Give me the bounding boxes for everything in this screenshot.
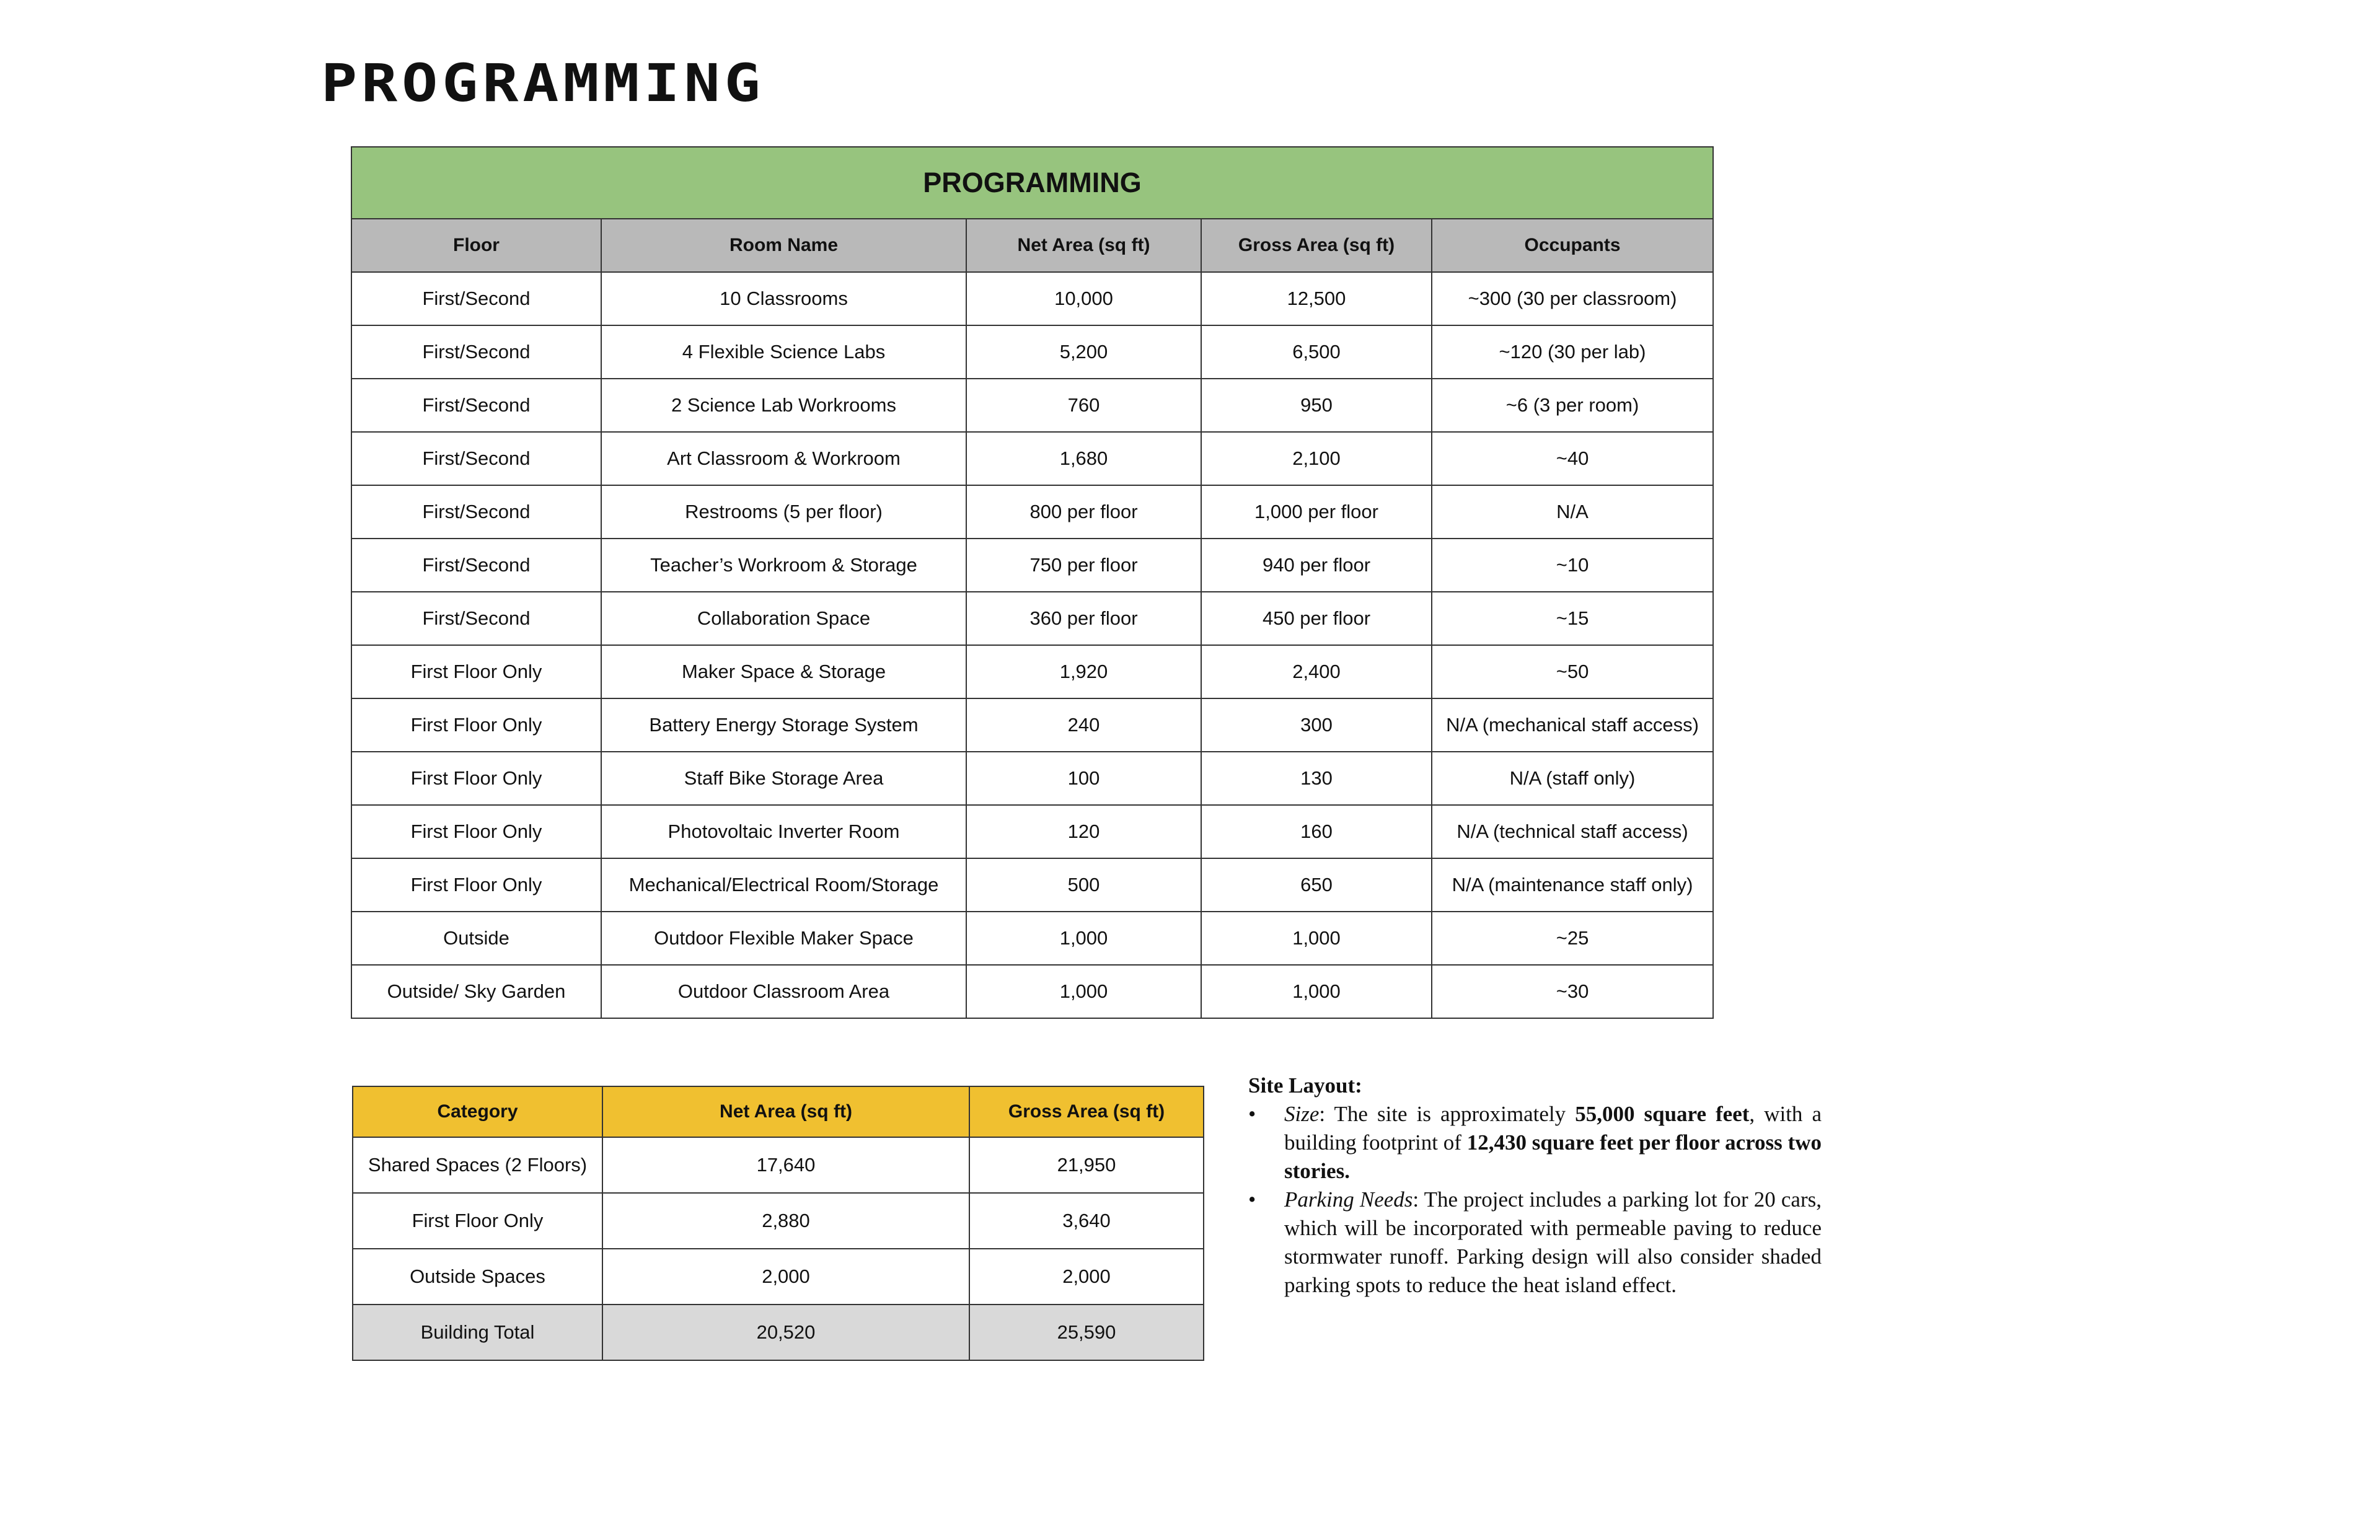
- table-cell: First/Second: [351, 272, 601, 325]
- table-cell: First Floor Only: [351, 805, 601, 858]
- table-cell: N/A (maintenance staff only): [1432, 858, 1713, 912]
- table-cell: 5,200: [966, 325, 1201, 379]
- table-cell: Restrooms (5 per floor): [601, 485, 966, 539]
- table-cell: Outdoor Flexible Maker Space: [601, 912, 966, 965]
- page-heading: PROGRAMMING: [321, 53, 765, 113]
- site-size-item: [1248, 1100, 1822, 1186]
- table-cell: ~25: [1432, 912, 1713, 965]
- table-cell: 20,520: [602, 1305, 969, 1360]
- bullet-icon: •: [1248, 1102, 1256, 1126]
- table-cell: First Floor Only: [351, 698, 601, 752]
- table-cell: 17,640: [602, 1137, 969, 1193]
- parking-needs-label: Parking Needs: [1284, 1187, 1413, 1212]
- table-cell: ~40: [1432, 432, 1713, 485]
- table-cell: Teacher’s Workroom & Storage: [601, 539, 966, 592]
- table-cell: 25,590: [969, 1305, 1204, 1360]
- table-cell: 1,680: [966, 432, 1201, 485]
- table-cell: Battery Energy Storage System: [601, 698, 966, 752]
- table-cell: 950: [1201, 379, 1432, 432]
- table-cell: Mechanical/Electrical Room/Storage: [601, 858, 966, 912]
- table-cell: ~10: [1432, 539, 1713, 592]
- table-cell: 100: [966, 752, 1201, 805]
- table-cell: 1,000: [1201, 965, 1432, 1018]
- table-cell: Art Classroom & Workroom: [601, 432, 966, 485]
- table-cell: 800 per floor: [966, 485, 1201, 539]
- column-header: Occupants: [1432, 219, 1713, 272]
- table-cell: N/A (mechanical staff access): [1432, 698, 1713, 752]
- programming-table-header-row: [351, 219, 1713, 272]
- table-cell: ~120 (30 per lab): [1432, 325, 1713, 379]
- table-cell: Outside: [351, 912, 601, 965]
- table-cell: First/Second: [351, 592, 601, 645]
- table-cell: 1,000 per floor: [1201, 485, 1432, 539]
- table-cell: First Floor Only: [353, 1193, 602, 1249]
- column-header: Gross Area (sq ft): [969, 1086, 1204, 1137]
- table-row: [353, 1193, 1204, 1249]
- table-row: [351, 698, 1713, 752]
- table-cell: 300: [1201, 698, 1432, 752]
- table-cell: 240: [966, 698, 1201, 752]
- table-cell: Building Total: [353, 1305, 602, 1360]
- table-cell: First/Second: [351, 432, 601, 485]
- table-cell: 2,100: [1201, 432, 1432, 485]
- site-layout-list: [1248, 1100, 1822, 1300]
- site-layout-section: [1248, 1071, 1822, 1300]
- table-cell: 6,500: [1201, 325, 1432, 379]
- table-row: [351, 379, 1713, 432]
- table-row: [351, 912, 1713, 965]
- site-layout-title: Site Layout:: [1248, 1073, 1362, 1098]
- table-cell: Photovoltaic Inverter Room: [601, 805, 966, 858]
- programming-table-title: PROGRAMMING: [351, 147, 1713, 219]
- table-cell: 940 per floor: [1201, 539, 1432, 592]
- summary-table: [352, 1086, 1204, 1361]
- table-row: [353, 1137, 1204, 1193]
- table-cell: 1,920: [966, 645, 1201, 698]
- table-cell: 750 per floor: [966, 539, 1201, 592]
- table-row: [351, 272, 1713, 325]
- column-header: Category: [353, 1086, 602, 1137]
- column-header: Net Area (sq ft): [602, 1086, 969, 1137]
- programming-table: [351, 146, 1714, 1019]
- table-cell: First Floor Only: [351, 858, 601, 912]
- table-cell: 500: [966, 858, 1201, 912]
- table-cell: ~50: [1432, 645, 1713, 698]
- programming-table-body: [351, 272, 1713, 1018]
- table-row: [351, 432, 1713, 485]
- table-cell: Maker Space & Storage: [601, 645, 966, 698]
- table-row: [351, 858, 1713, 912]
- table-row: [351, 805, 1713, 858]
- column-header: Gross Area (sq ft): [1201, 219, 1432, 272]
- bullet-icon: •: [1248, 1187, 1256, 1212]
- site-size-text-2: , with a building footprint of: [1284, 1102, 1822, 1155]
- table-row: [353, 1249, 1204, 1305]
- table-row: [351, 752, 1713, 805]
- site-size-label: Size: [1284, 1102, 1320, 1126]
- table-row: [351, 645, 1713, 698]
- table-cell: 130: [1201, 752, 1432, 805]
- table-cell: First Floor Only: [351, 752, 601, 805]
- table-cell: 2,880: [602, 1193, 969, 1249]
- table-cell: N/A (technical staff access): [1432, 805, 1713, 858]
- table-cell: First/Second: [351, 485, 601, 539]
- table-cell: 650: [1201, 858, 1432, 912]
- table-cell: First/Second: [351, 539, 601, 592]
- table-cell: 2,000: [602, 1249, 969, 1305]
- table-cell: First Floor Only: [351, 645, 601, 698]
- table-cell: 1,000: [966, 912, 1201, 965]
- table-row: [351, 965, 1713, 1018]
- parking-needs-text: : The project includes a parking lot for 20 cars, which will be incorporated with permeable paving to reduce stormwater runoff. Parking design will also consider shaded parking spots to reduce the heat island effect.: [1284, 1187, 1822, 1297]
- table-row: [351, 592, 1713, 645]
- table-cell: ~300 (30 per classroom): [1432, 272, 1713, 325]
- site-footprint: 12,430 square feet per floor across two stories.: [1284, 1130, 1822, 1183]
- table-cell: Collaboration Space: [601, 592, 966, 645]
- table-cell: Outside Spaces: [353, 1249, 602, 1305]
- table-cell: 360 per floor: [966, 592, 1201, 645]
- table-cell: 3,640: [969, 1193, 1204, 1249]
- table-cell: First/Second: [351, 325, 601, 379]
- column-header: Floor: [351, 219, 601, 272]
- summary-table-header-row: [353, 1086, 1204, 1137]
- table-row: [351, 325, 1713, 379]
- table-cell: 2,400: [1201, 645, 1432, 698]
- table-cell: Shared Spaces (2 Floors): [353, 1137, 602, 1193]
- table-cell: 160: [1201, 805, 1432, 858]
- table-row: [353, 1305, 1204, 1360]
- table-row: [351, 539, 1713, 592]
- table-cell: N/A (staff only): [1432, 752, 1713, 805]
- table-cell: 760: [966, 379, 1201, 432]
- table-cell: 10 Classrooms: [601, 272, 966, 325]
- table-cell: 450 per floor: [1201, 592, 1432, 645]
- table-cell: 12,500: [1201, 272, 1432, 325]
- parking-needs-item: [1248, 1186, 1822, 1300]
- table-cell: 2 Science Lab Workrooms: [601, 379, 966, 432]
- table-cell: 1,000: [1201, 912, 1432, 965]
- table-cell: First/Second: [351, 379, 601, 432]
- table-cell: Staff Bike Storage Area: [601, 752, 966, 805]
- column-header: Room Name: [601, 219, 966, 272]
- table-cell: Outside/ Sky Garden: [351, 965, 601, 1018]
- table-cell: 2,000: [969, 1249, 1204, 1305]
- table-cell: 21,950: [969, 1137, 1204, 1193]
- site-size-area: 55,000 square feet: [1575, 1102, 1750, 1126]
- table-cell: ~15: [1432, 592, 1713, 645]
- table-cell: 1,000: [966, 965, 1201, 1018]
- table-cell: 10,000: [966, 272, 1201, 325]
- table-cell: 4 Flexible Science Labs: [601, 325, 966, 379]
- table-row: [351, 485, 1713, 539]
- table-cell: ~30: [1432, 965, 1713, 1018]
- table-cell: ~6 (3 per room): [1432, 379, 1713, 432]
- summary-table-body: [353, 1137, 1204, 1360]
- site-size-text-1: : The site is approximately: [1319, 1102, 1576, 1126]
- column-header: Net Area (sq ft): [966, 219, 1201, 272]
- table-cell: N/A: [1432, 485, 1713, 539]
- table-cell: 120: [966, 805, 1201, 858]
- table-cell: Outdoor Classroom Area: [601, 965, 966, 1018]
